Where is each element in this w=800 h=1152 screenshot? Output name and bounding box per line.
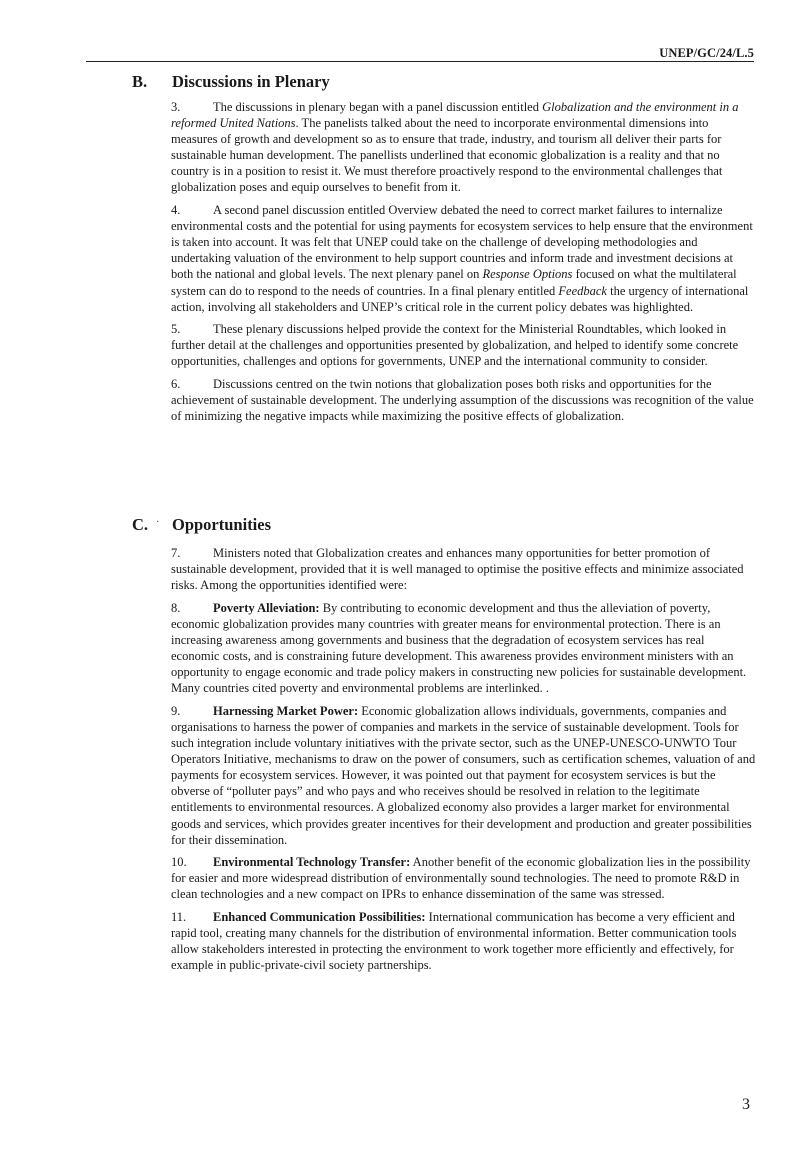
document-reference: UNEP/GC/24/L.5 [659,46,754,60]
paragraph-number: 8. [171,600,181,615]
paragraph-lead-bold: Poverty Alleviation: [213,600,320,615]
paragraph-text: Another benefit of the economic globalization lies in the possibility for easier and more widespread distribution of environmentally sound technologies. The need to promote R&D in clean technologies and a new compact on IPRs to enhance dissemination of the same was stressed. [171,855,751,902]
paragraph-text: By contributing to economic development and thus the alleviation of poverty, economic globalization provides many countries with greater means for environmental protection. There is an increasing awareness among governments and business that the degradation of ecosystem services has real economic costs, and is constraining future development. This awareness provides environment ministers with an opportunity to engage economic and trade policy makers in constructing new policies for sustainable development. Many countries cited poverty and environmental problems are interlinked. . [171,600,747,696]
paragraph-text: Ministers noted that Globalization creates and enhances many opportunities for better promotion of sustainable development, provided that it is well managed to optimise the positive effects and minimize associated risks. Among the opportunities identified were: [171,546,744,593]
header-rule [86,61,754,62]
paragraph-5 [171,321,756,369]
section-heading [0,515,800,539]
section-discussions-in-plenary [0,72,800,431]
paragraph-number: 9. [171,703,181,718]
paragraph-text: A second panel discussion entitled Overview debated the need to correct market failures to internalize environmental costs and the potential for using payments for ecosystem services to help ensure that the environment is taken into account. It was felt that UNEP could take on the challenge of developing methodologies and undertaking valuation of the environment to help support countries and inform trade and investment decisions at both the national and global levels. The next plenary panel on [171,203,753,282]
paragraph-number: 6. [171,377,181,391]
panel-title-italic: Feedback [558,283,607,298]
section-letter: B. [132,72,148,91]
paragraph-number: 4. [171,203,181,218]
paragraph-text: Discussions centred on the twin notions that globalization poses both risks and opportunities for the achievement of sustainable development. The underlying assumption of the discussions was recognition of the value of minimizing the negative impacts while maximizing the positive effects of globalization. [171,377,754,424]
paragraph-9 [171,703,756,848]
paragraph-10 [171,854,756,902]
section-opportunities [0,515,800,980]
paragraph-lead-bold: Harnessing Market Power: [213,703,359,718]
paragraph-4 [171,202,756,315]
paragraph-text: International communication has become a very efficient and rapid tool, creating many channels for the distribution of environmental information. Better communication tools allow stakeholders interested in protecting the environment to work together more efficiently and effectively, for example in public-private-civil society partnerships. [171,909,737,973]
stray-mark: · [156,517,160,528]
paragraph-6 [171,376,756,424]
paragraph-number: 7. [171,546,181,560]
panel-title-italic: Globalization and the environment in a reformed United Nations [171,100,739,131]
paragraph-text: These plenary discussions helped provide the context for the Ministerial Roundtables, which looked in further detail at the challenges and opportunities presented by globalization, and helped to identify some concrete opportunities, challenges and options for governments, UNEP and the international community to consider. [171,322,739,369]
section-title: Opportunities [172,515,272,534]
paragraph-lead-bold: Environmental Technology Transfer: [213,855,411,870]
paragraph-11 [171,909,756,973]
paragraph-number: 5. [171,322,181,337]
paragraph-number: 3. [171,100,181,114]
paragraph-number: 11. [171,909,187,924]
paragraph-text: The discussions in plenary began with a panel discussion entitled [213,100,543,114]
paragraph-text: focused on what the multilateral system can do to respond to the needs of countries. In a final plenary entitled [171,267,737,298]
paragraph-7 [171,545,756,593]
section-letter: C. [132,515,149,534]
paragraph-lead-bold: Enhanced Communication Possibilities: [213,909,426,924]
paragraph-number: 10. [171,855,187,870]
paragraph-text: . The panelists talked about the need to incorporate environmental dimensions into measures of growth and development so as to ensure that trade, industry, and tourism all deliver their parts for sustainable human development. The panellists underlined that economic globalization is a reality and that no country is in a position to resist it. We must therefore proactively respond to the environmental challenges that globalization poses and equip ourselves to benefit from it. [171,116,723,195]
paragraph-text: Economic globalization allows individuals, governments, companies and organisations to harness the power of companies and markets in the service of sustainable development. Tools for such integration include voluntary initiatives with the private sector, such as the UNEP-UNESCO-UNWTO Tour Operators Initiative, mechanisms to draw on the power of consumers, such as certification schemes, valuation of and payments for ecosystem services. However, it was pointed out that payment for ecosystem services is but the obverse of “polluter pays” and who pays and who receives should be resolved in relation to the legitimate entitlements to environmental resources. A globalized economy also provides a larger market for environmental goods and services, which provides greater incentives for their development and production and greater possibilities for their dissemination. [171,703,756,847]
paragraph-text: the urgency of international action, involving all stakeholders and UNEP’s critical role in the current policy debates was highlighted. [171,283,749,314]
page-number: 3 [742,1096,750,1113]
panel-title-italic: Response Options [482,267,573,282]
section-heading [0,72,800,96]
paragraph-8 [171,600,756,697]
paragraph-3 [171,99,756,196]
section-title: Discussions in Plenary [172,72,330,91]
